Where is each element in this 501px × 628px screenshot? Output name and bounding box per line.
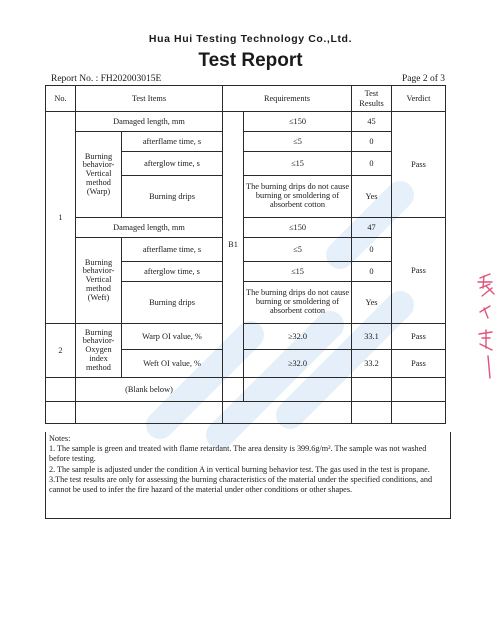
table-header-row — [46, 86, 446, 112]
note-1: 1. The sample is green and treated with flame retardant. The area density is 399.6g/m². The sample was not washed before testing. — [49, 444, 427, 464]
warp-damaged-length-req: ≤150 — [244, 112, 352, 132]
table-row — [46, 324, 446, 350]
weft-afterflame-label: afterflame time, s — [122, 238, 223, 262]
warp-afterglow-label: afterglow time, s — [122, 152, 223, 176]
weft-damaged-length-label: Damaged length, mm — [76, 218, 223, 238]
warp-oi-req: ≥32.0 — [244, 324, 352, 350]
weft-drips-req: The burning drips do not cause burning or smoldering of absorbent cotton — [244, 282, 352, 324]
warp-drips-label: Burning drips — [122, 176, 223, 218]
page-indicator: Page 2 of 3 — [402, 74, 446, 84]
seal-stamp — [474, 272, 500, 382]
report-number: Report No. : FH202003015E — [51, 74, 162, 84]
weft-afterglow-req: ≤15 — [244, 262, 352, 282]
warp-damaged-length-label: Damaged length, mm — [76, 112, 223, 132]
warp-afterflame-label: afterflame time, s — [122, 132, 223, 152]
weft-damaged-length-req: ≤150 — [244, 218, 352, 238]
warp-oi-result: 33.1 — [352, 324, 392, 350]
table-row — [46, 132, 446, 152]
table-row — [46, 378, 446, 402]
warp-afterflame-result: 0 — [352, 132, 392, 152]
header-verdict: Verdict — [392, 86, 446, 112]
warp-drips-req: The burning drips do not cause burning or smoldering of absorbent cotton — [244, 176, 352, 218]
report-title: Test Report — [198, 50, 303, 71]
table-row — [46, 218, 446, 238]
weft-oi-req: ≥32.0 — [244, 350, 352, 378]
note-3: 3.The test results are only for assessing the burning characteristics of the material under the specified conditions, and cannot be used to infer the fire hazard of the material under other conditions or other shapes. — [49, 474, 433, 494]
weft-afterglow-result: 0 — [352, 262, 392, 282]
warp-method: Burning behavior-Vertical method (Warp) — [76, 132, 122, 218]
weft-damaged-length-result: 47 — [352, 218, 392, 238]
table-row — [46, 112, 446, 132]
weft-afterflame-result: 0 — [352, 238, 392, 262]
blank-below: (Blank below) — [76, 378, 223, 402]
notes-section — [45, 432, 451, 519]
weft-oi-label: Weft OI value, % — [122, 350, 223, 378]
weft-afterflame-req: ≤5 — [244, 238, 352, 262]
header-test-results: Test Results — [352, 86, 392, 112]
weft-method: Burning behavior-Vertical method (Weft) — [76, 238, 122, 324]
weft-drips-label: Burning drips — [122, 282, 223, 324]
header-no: No. — [46, 86, 76, 112]
note-2: 2. The sample is adjusted under the condition A in vertical burning behavior test. The gas used in the test is propane. — [49, 464, 430, 474]
weft-afterglow-label: afterglow time, s — [122, 262, 223, 282]
weft-oi-result: 33.2 — [352, 350, 392, 378]
warp-afterglow-req: ≤15 — [244, 152, 352, 176]
header-test-items: Test Items — [76, 86, 223, 112]
warp-oi-label: Warp OI value, % — [122, 324, 223, 350]
notes-label: Notes: — [49, 434, 71, 443]
table-row — [46, 402, 446, 424]
header-requirements: Requirements — [223, 86, 352, 112]
warp-verdict: Pass — [392, 112, 446, 218]
weft-oi-verdict: Pass — [392, 350, 446, 378]
warp-damaged-length-result: 45 — [352, 112, 392, 132]
clause-b1: B1 — [223, 112, 244, 378]
oxygen-method: Burning behavior-Oxygen index method — [76, 324, 122, 378]
results-table — [45, 85, 446, 424]
warp-drips-result: Yes — [352, 176, 392, 218]
warp-afterflame-req: ≤5 — [244, 132, 352, 152]
warp-afterglow-result: 0 — [352, 152, 392, 176]
weft-verdict: Pass — [392, 218, 446, 324]
weft-drips-result: Yes — [352, 282, 392, 324]
row-number-1: 1 — [46, 112, 76, 324]
company-name: Hua Hui Testing Technology Co.,Ltd. — [148, 33, 353, 45]
table-row — [46, 238, 446, 262]
warp-oi-verdict: Pass — [392, 324, 446, 350]
row-number-2: 2 — [46, 324, 76, 378]
